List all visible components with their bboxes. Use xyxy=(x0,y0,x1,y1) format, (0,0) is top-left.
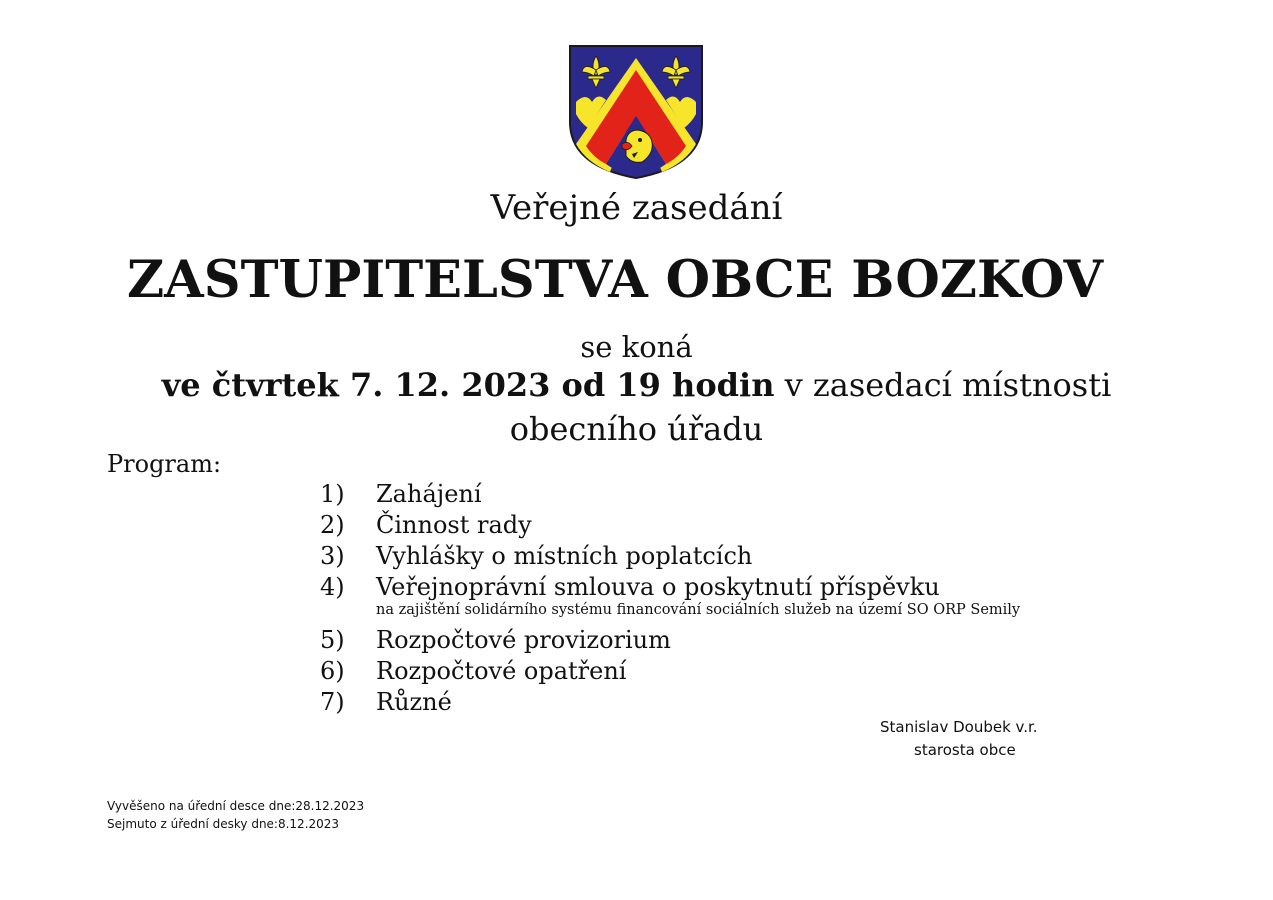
agenda-item-text: Různé xyxy=(376,688,452,716)
agenda-item xyxy=(320,510,1080,541)
agenda-item-text: Rozpočtové opatření xyxy=(376,657,627,685)
agenda-item xyxy=(320,541,1080,572)
agenda-item-number: 7) xyxy=(320,688,345,716)
notice-title: ZASTUPITELSTVA OBCE BOZKOV xyxy=(126,250,1104,310)
meeting-date-time: ve čtvrtek 7. 12. 2023 od 19 hodin xyxy=(161,366,775,404)
agenda-item xyxy=(320,625,1080,656)
agenda-list xyxy=(320,479,1080,718)
meeting-place-line2: obecního úřadu xyxy=(509,410,764,448)
agenda-item-number: 4) xyxy=(320,573,345,601)
agenda-item-text: Činnost rady xyxy=(376,511,532,539)
removed-date: Sejmuto z úřední desky dne:8.12.2023 xyxy=(107,817,340,831)
meeting-when xyxy=(0,366,1273,404)
agenda-item-text: Vyhlášky o místních poplatcích xyxy=(376,542,753,570)
posted-date: Vyvěšeno na úřední desce dne:28.12.2023 xyxy=(107,799,365,813)
program-label: Program: xyxy=(107,450,222,478)
signature-name: Stanislav Doubek v.r. xyxy=(880,718,1038,736)
posting-dates xyxy=(107,797,364,833)
agenda-item-number: 5) xyxy=(320,626,345,654)
coat-of-arms-icon xyxy=(568,44,704,180)
agenda-item-text: Veřejnoprávní smlouva o poskytnutí příspěvku xyxy=(376,573,940,601)
agenda-item xyxy=(320,572,1080,603)
agenda-item-number: 1) xyxy=(320,480,345,508)
agenda-item-note: na zajištění solidárního systému financování sociálních služeb na území SO ORP Semily xyxy=(376,602,1021,618)
agenda-item-text: Zahájení xyxy=(376,480,482,508)
meeting-place: v zasedací místnosti xyxy=(774,366,1112,404)
notice-kona: se koná xyxy=(580,330,693,364)
agenda-item-number: 3) xyxy=(320,542,345,570)
agenda-item-number: 2) xyxy=(320,511,345,539)
agenda-item xyxy=(320,656,1080,687)
agenda-item-text: Rozpočtové provizorium xyxy=(376,626,671,654)
notice-subtitle: Veřejné zasedání xyxy=(490,188,783,228)
agenda-item xyxy=(320,479,1080,510)
signature-block xyxy=(880,716,1038,762)
agenda-item xyxy=(320,687,1080,718)
signature-role: starosta obce xyxy=(914,741,1016,759)
agenda-item-number: 6) xyxy=(320,657,345,685)
